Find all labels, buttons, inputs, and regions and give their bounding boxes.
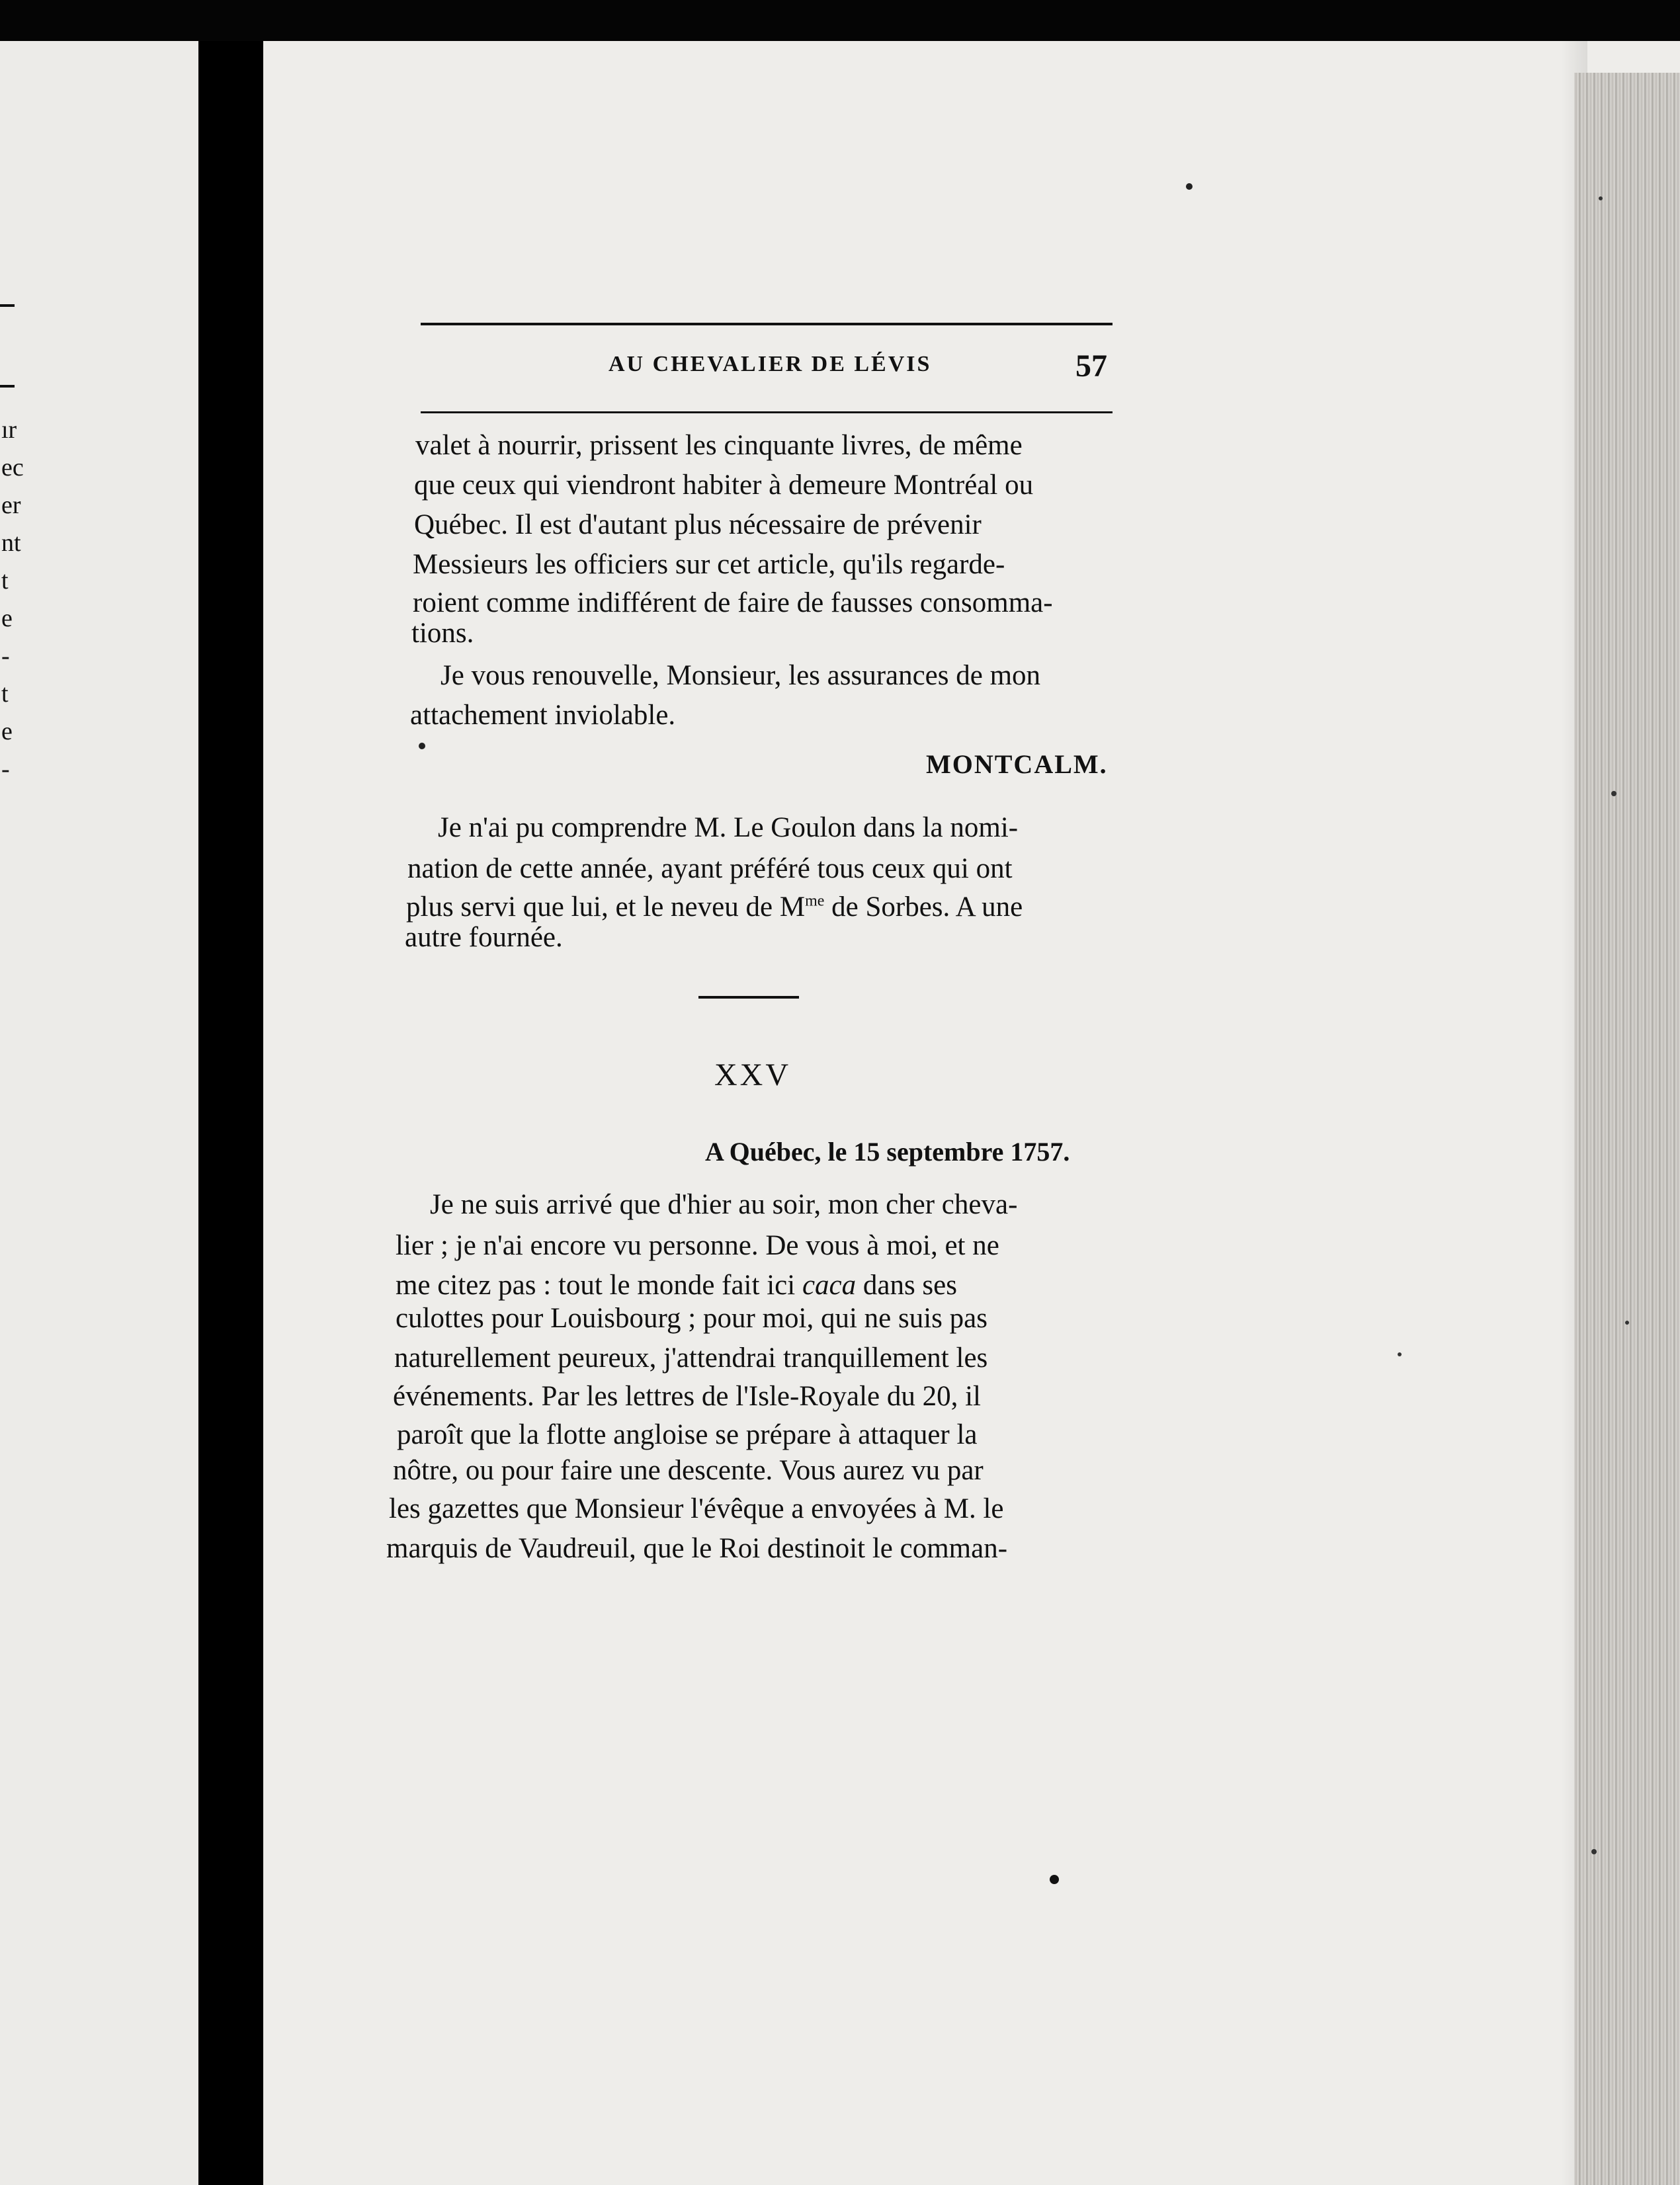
text-line: Je vous renouvelle, Monsieur, les assurances de mon	[441, 660, 1041, 691]
text-line: valet à nourrir, prissent les cinquante livres, de même	[415, 430, 1023, 461]
page-number: 57	[1075, 349, 1107, 384]
postscript-text: de Sorbes. A une	[824, 891, 1023, 923]
left-fragment: nt	[1, 529, 21, 557]
text-line: que ceux qui viendront habiter à demeure Montréal ou	[414, 470, 1034, 501]
signature: MONTCALM.	[926, 749, 1108, 779]
text-line: lier ; je n'ai encore vu personne. De vous à moi, et ne	[396, 1230, 999, 1261]
text-line: tions.	[411, 618, 474, 649]
text-line: roient comme indifférent de faire de fausses consomma-	[413, 587, 1053, 618]
left-fragment: e	[1, 604, 13, 632]
text-line: attachement inviolable.	[410, 700, 676, 731]
superscript: me	[805, 892, 825, 910]
text-line: paroît que la flotte angloise se prépare à attaquer la	[397, 1419, 978, 1450]
text-line: Je ne suis arrivé que d'hier au soir, mon cher cheva-	[430, 1189, 1018, 1220]
left-fragment: -	[1, 642, 10, 670]
dateline: A Québec, le 15 septembre 1757.	[705, 1137, 1070, 1167]
postscript-line: Je n'ai pu comprendre M. Le Goulon dans la nomi-	[438, 812, 1019, 843]
postscript-line: nation de cette année, ayant préféré tous ceux qui ont	[407, 853, 1013, 884]
running-head: AU CHEVALIER DE LÉVIS	[609, 352, 932, 376]
text-line: marquis de Vaudreuil, que le Roi destinoit le comman-	[386, 1533, 1008, 1564]
left-fragment: t	[1, 680, 9, 708]
text-line: événements. Par les lettres de l'Isle-Royale du 20, il	[393, 1381, 981, 1412]
text-line: Québec. Il est d'autant plus nécessaire de prévenir	[414, 509, 982, 540]
text-line: naturellement peureux, j'attendrai tranquillement les	[394, 1342, 988, 1374]
text-line: Messieurs les officiers sur cet article, qu'ils regarde-	[413, 549, 1005, 580]
postscript-line: autre fournée.	[405, 922, 563, 953]
section-number: XXV	[714, 1057, 791, 1092]
text-line: les gazettes que Monsieur l'évêque a envoyées à M. le	[389, 1493, 1004, 1524]
text-segment: me citez pas : tout le monde fait ici	[396, 1270, 802, 1301]
postscript-text: plus servi que lui, et le neveu de M	[406, 891, 806, 923]
left-fragment: -	[1, 755, 10, 783]
text-line: nôtre, ou pour faire une descente. Vous aurez vu par	[393, 1455, 984, 1486]
left-fragment: ır	[1, 416, 17, 444]
text-segment: dans ses	[856, 1270, 957, 1301]
text-line: culottes pour Louisbourg ; pour moi, qui ne suis pas	[396, 1303, 987, 1334]
left-fragment: ec	[1, 454, 24, 481]
left-fragment: er	[1, 491, 21, 519]
left-fragment: e	[1, 718, 13, 745]
italic-word: caca	[802, 1270, 857, 1301]
left-fragment: t	[1, 567, 9, 595]
